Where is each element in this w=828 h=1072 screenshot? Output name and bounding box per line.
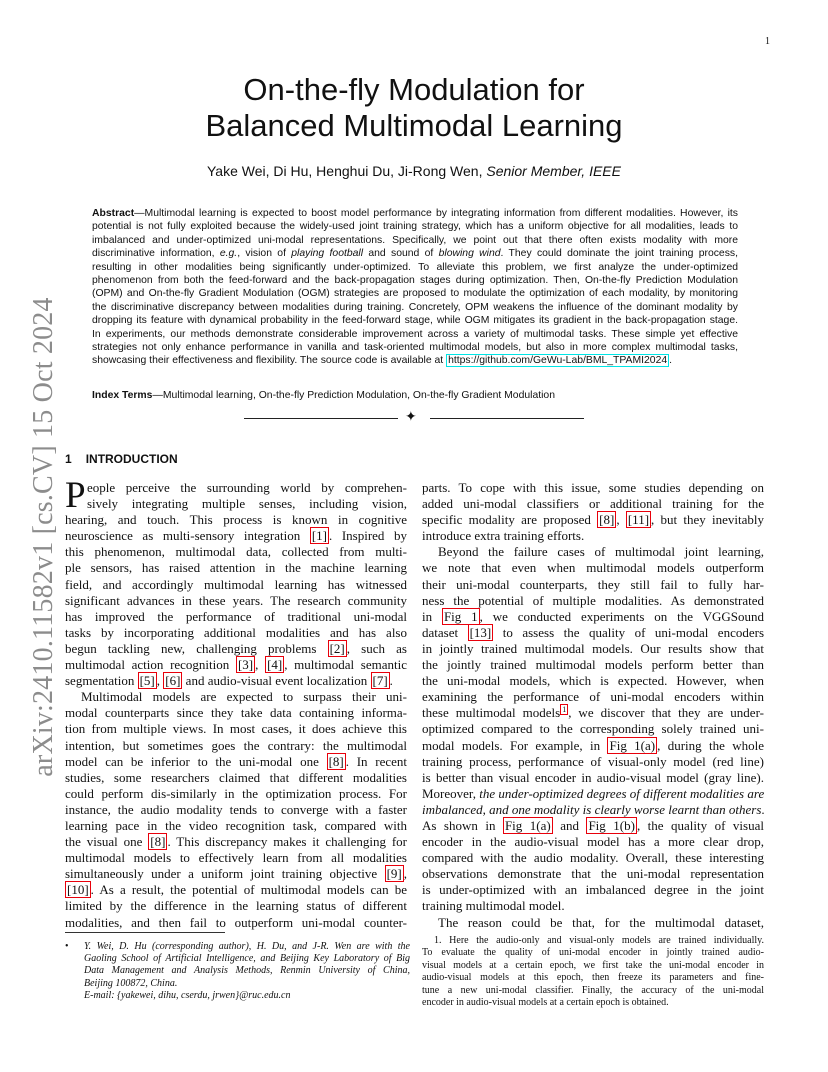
footnote-line: tune a new uni-modal classifier. Finally, the accuracy of the uni-modal: [422, 984, 764, 996]
body-line: has improved the performance of traditional uni-modal: [65, 608, 407, 624]
body-line: the jointly trained multimodal models perform better than: [422, 657, 764, 673]
body-line: simultaneously under a uniform joint training objective [9] ,: [65, 866, 407, 882]
figure-link[interactable]: Fig 1(b): [588, 817, 635, 833]
abstract-line: discriminative information, e.g., vision of playing football and sound of blowing wind. They could dominate the joint training process,: [92, 248, 738, 260]
body-line: intention, but sometimes goes the contrary: the multimodal: [65, 737, 407, 753]
note-line: Y. Wei, D. Hu (corresponding author), H. Du, and J-R. Wen are with the: [84, 941, 410, 952]
figure-link[interactable]: Fig 1(a): [609, 737, 656, 753]
body-line: studies, some researchers claimed that different modalities: [65, 769, 407, 785]
footnote-line: To evaluate the quality of uni-modal encoder in jointly trained audio-: [422, 947, 764, 959]
abstract: [92, 207, 738, 368]
body-line: modal counterparts since they take data containing informa-: [65, 705, 407, 721]
section-divider: [244, 412, 584, 426]
body-line: modal models. For example, in Fig 1(a) , during the whole: [422, 737, 764, 753]
body-line: imbalanced, and one modality is clearly worse learnt than others.: [422, 801, 765, 817]
body-line: The reason could be that, for the multimodal dataset,: [438, 914, 764, 930]
body-line: added uni-modal classifiers or additional training for the: [422, 496, 764, 512]
abstract-line: potential is not fully exploited because the widely-used joint training strategy, which has a uniform objective for all modalities, leads to: [92, 221, 738, 233]
body-line: encoder in the audio-visual model has a more clear drop,: [422, 834, 764, 850]
index-terms-text: —Multimodal learning, On-the-fly Prediction Modulation, On-the-fly Gradient Modulation: [152, 390, 555, 401]
body-line: the visual one [8] . This discrepancy makes it challenging for: [65, 834, 407, 850]
body-line: training process, performance of visual-only model (red line): [422, 753, 764, 769]
body-line: limited by the difference in the learning status of different: [65, 898, 407, 914]
citation-link[interactable]: [3]: [237, 657, 254, 673]
body-line: modalities, and then fail to outperform uni-modal counter-: [65, 914, 407, 930]
arxiv-identifier-stamp[interactable]: arXiv:2410.11582v1 [cs.CV] 15 Oct 2024: [28, 297, 59, 777]
author-list: [100, 163, 728, 179]
index-terms: [92, 390, 738, 401]
body-line: observations demonstrate that the uni-modal representation: [422, 866, 764, 882]
citation-link[interactable]: [8]: [328, 753, 344, 769]
abstract-line: dropping its feature with dynamical probability in the feed-forward stage, while OGM mitigates its gradient in the back-propagation stage.: [92, 315, 738, 327]
body-line: ple sensors, has raised attention in the machine learning: [65, 560, 407, 576]
note-line: Data Management and Analysis Methods, Renmin University of China,: [84, 965, 410, 977]
abstract-line: imbalanced and under-optimized uni-modal representations. Specifically, we point out that there often exists modality with more: [92, 234, 738, 246]
body-line: could perform dis-similarly in the optimization process. For: [65, 785, 407, 801]
citation-link[interactable]: [13]: [469, 624, 492, 640]
abstract-line: Abstract—Multimodal learning is expected to boost model performance by integrating information from different modalities. However, its: [92, 208, 738, 219]
citation-link[interactable]: [9]: [386, 866, 402, 882]
body-line: in jointly trained multimodal models. Our results show that: [422, 640, 764, 656]
left-column: [65, 475, 407, 931]
divider-rule-left: [244, 418, 398, 419]
body-line: [10] . As a result, the potential of multimodal models can be: [67, 882, 407, 898]
section-heading: [65, 452, 178, 466]
body-line: segmentation [5] , [6] and audio-visual event localization [7] .: [65, 673, 393, 689]
abstract-line: In experiments, our methods demonstrate considerable improvement across a variety of multimodal tasks. These simple yet effective: [92, 328, 738, 340]
section-title: INTRODUCTION: [85, 452, 178, 466]
abstract-line: showcasing their effectiveness and flexibility. The source code is available at https://github.com/GeWu-Lab/BML_TPAMI2024 .: [92, 355, 673, 367]
author-membership: Senior Member, IEEE: [486, 163, 621, 179]
body-line: model can be inferior to the uni-modal one [8] . In recent: [65, 753, 407, 769]
body-line: examining the performance of uni-modal encoders within: [422, 689, 764, 705]
citation-link[interactable]: [7]: [372, 673, 388, 689]
right-column: [422, 480, 764, 931]
citation-link[interactable]: [1]: [311, 528, 327, 544]
drop-cap: P: [65, 475, 86, 516]
footnote-rule: [65, 932, 225, 933]
footnote-line: audio-visual models at this epoch, then freeze its parameters and fine-: [422, 972, 764, 984]
footnote-line: 1. Here the audio-only and visual-only models are trained individually.: [434, 935, 764, 946]
abstract-line: phenomenon from both the feed-forward and the back-propagation stages during optimization. Then, On-the-fly Prediction Modulation: [92, 274, 738, 286]
body-line: tion from multiple views. In most cases, it does achieve this: [65, 721, 407, 737]
footnote-line: encoder in audio-visual models at a certain epoch is obtained.: [422, 996, 669, 1008]
body-line: training multimodal model.: [422, 898, 565, 914]
citation-link[interactable]: [8]: [599, 512, 615, 528]
citation-link[interactable]: [5]: [139, 673, 155, 689]
figure-link[interactable]: Fig 1(a): [504, 817, 551, 833]
body-line: specific modality are proposed [8] , [11] , but they inevitably: [422, 512, 765, 528]
body-line: learning pace in the video recognition task, compared with: [65, 817, 407, 833]
body-line: compared with the audio modality. Overall, these interesting: [422, 850, 764, 866]
citation-link[interactable]: [10]: [67, 882, 89, 898]
body-line: multimodal models to effectively learn from all modalities: [65, 850, 407, 866]
source-code-link[interactable]: https://github.com/GeWu-Lab/BML_TPAMI2024: [448, 355, 668, 367]
figure-link[interactable]: Fig 1: [443, 608, 478, 624]
note-line: Beijing 100872, China.: [84, 977, 178, 989]
body-line: we note that even when multimodal models outperform: [422, 560, 764, 576]
divider-rule-right: [430, 418, 584, 419]
body-line: Beyond the failure cases of multimodal joint learning,: [438, 544, 764, 560]
body-line: As shown in Fig 1(a) and Fig 1(b) , the quality of visual: [422, 817, 764, 833]
body-line: hearing, and touch. This process is known in cognitive: [65, 512, 407, 528]
index-terms-label: Index Terms: [92, 390, 153, 401]
section-number: 1: [65, 452, 72, 466]
paper-title: [100, 72, 728, 144]
body-line: significant advances in these years. The research community: [65, 592, 407, 608]
body-line: instance, the audio modality tends to converge with a faster: [65, 801, 407, 817]
body-line: multimodal action recognition [3] , [4] , multimodal semantic: [65, 657, 407, 673]
citation-link[interactable]: [8]: [150, 834, 166, 850]
note-line: Gaoling School of Artificial Intelligence, and Beijing Key Laboratory of Big: [84, 953, 410, 965]
body-line: tasks by incorporating additional modalities and has also: [65, 624, 407, 640]
body-line: is better than visual encoder in audio-visual model (gray line).: [422, 769, 764, 785]
abstract-line: strategies not only enhance performance in vanilla and task-oriented multimodal models, but also in more complex multimodal tasks,: [92, 341, 738, 353]
body-line: ness the potential of multiple modalities. As demonstrated: [422, 592, 764, 608]
citation-link[interactable]: [6]: [165, 673, 181, 689]
body-line: dataset [13] to assess the quality of uni-modal encoders: [422, 624, 765, 640]
body-line: is under-optimized with an imbalanced degree in the joint: [422, 882, 764, 898]
title-line-1: On-the-fly Modulation for: [243, 72, 585, 107]
body-line: Multimodal models are expected to surpass their uni-: [81, 689, 407, 705]
abstract-line: resulting in other modalities being significantly under-optimized. To alleviate this problem, we first analyze the under-optimized: [92, 261, 738, 273]
body-line: in Fig 1 , we conducted experiments on the VGGSound: [422, 608, 764, 624]
body-line: their uni-modal counterparts, they still fail to fully har-: [422, 576, 764, 592]
body-line: sively integrating multiple senses, including vision,: [87, 496, 407, 512]
body-line: eople perceive the surrounding world by comprehen-: [87, 480, 407, 495]
note-email: E-mail: {yakewei, dihu, cserdu, jrwen}@ruc.edu.cn: [84, 989, 291, 1001]
author-affiliation-note: [65, 941, 410, 1002]
divider-ornament-icon: ✦: [405, 410, 417, 425]
body-line: optimized compared to the corresponding solely trained uni-: [422, 721, 764, 737]
bullet-icon: •: [65, 941, 69, 952]
abstract-label: Abstract: [92, 208, 135, 219]
body-line: neuroscience as multi-sensory integration [1] . Inspired by: [65, 528, 407, 544]
abstract-line: (OPM) and On-the-fly Gradient Modulation (OGM) strategies are proposed to modulate the optimization of each modality, by monitoring: [92, 288, 738, 300]
citation-link[interactable]: [11]: [627, 512, 650, 528]
footnote-line: visual models at a certain epoch, we first take the uni-modal encoder in: [422, 959, 764, 971]
footnote-marker-link[interactable]: 1: [562, 704, 567, 714]
title-line-2: Balanced Multimodal Learning: [205, 108, 623, 143]
body-line: this phenomenon, multimodal data, collected from multi-: [65, 544, 407, 560]
body-line: these multimodal models $^1$ , we discover that they are under-: [422, 704, 764, 721]
body-line: the uni-modal models, which is expected. However, when: [422, 673, 764, 689]
body-line: Moreover, the under-optimized degrees of different modalities are: [422, 785, 765, 801]
body-line: parts. To cope with this issue, some studies depending on: [422, 480, 764, 495]
citation-link[interactable]: [2]: [329, 640, 345, 656]
footnote: [422, 935, 764, 1009]
abstract-line: the discriminative discrepancy between modalities during training. Concretely, OPM weakens the influence of the dominant modality by: [92, 301, 738, 313]
body-line: begun tackling new, challenging problems [2] , such as: [65, 640, 407, 656]
citation-link[interactable]: [4]: [267, 657, 283, 673]
page-number: 1: [765, 36, 770, 47]
body-line: field, and accordingly multimodal learning has witnessed: [65, 576, 407, 592]
body-line: introduce extra training efforts.: [422, 528, 585, 544]
author-names: Yake Wei, Di Hu, Henghui Du, Ji-Rong Wen,: [207, 163, 483, 179]
